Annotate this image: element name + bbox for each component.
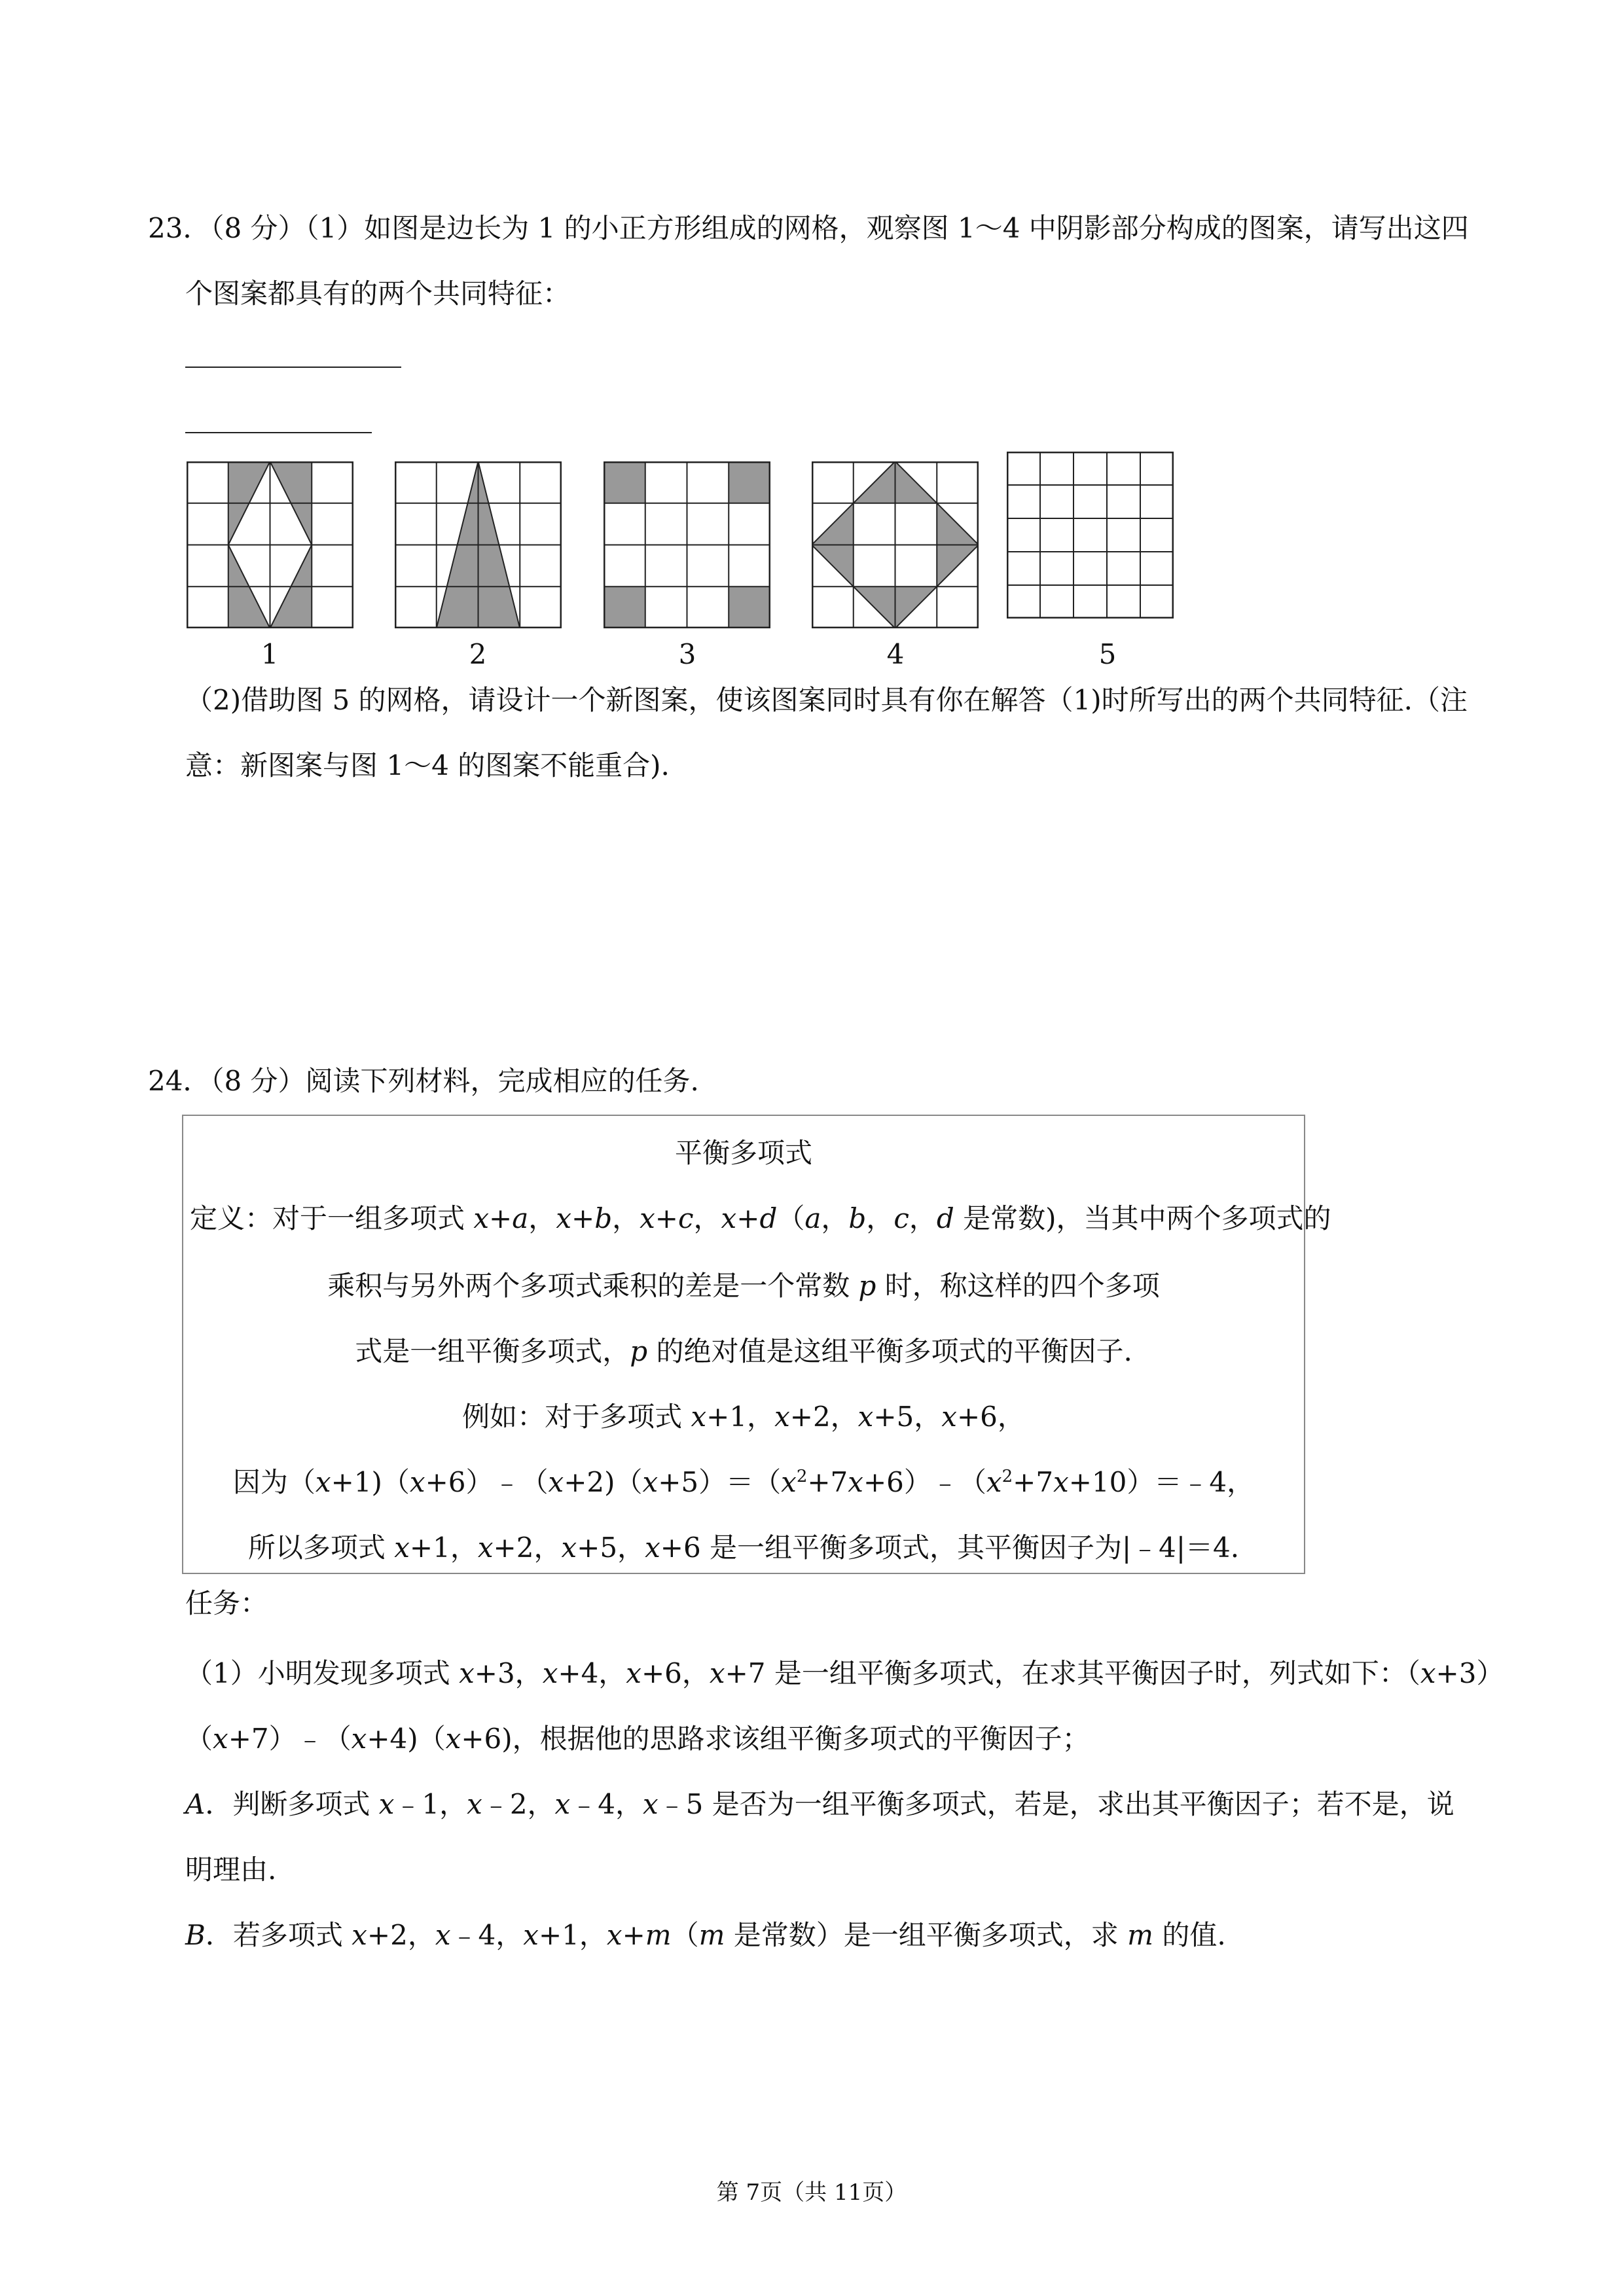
- example-line-3: 所以多项式 x+1，x+2，x+5，x+6 是一组平衡多项式，其平衡因子为|﹣4|＝4.: [247, 1532, 1240, 1564]
- answer-blank-2[interactable]: [185, 432, 372, 433]
- answer-blank-1[interactable]: [185, 367, 401, 368]
- q23-part2-line1: （2)借助图 5 的网格，请设计一个新图案，使该图案同时具有你在解答（1)时所写出的两个共同特征.（注: [185, 684, 1468, 716]
- definition-line-2: 乘积与另外两个多项式乘积的差是一个常数 p 时，称这样的四个多项: [327, 1270, 1160, 1302]
- definition-line-3: 式是一组平衡多项式，p 的绝对值是这组平衡多项式的平衡因子.: [355, 1335, 1132, 1367]
- box-title: 平衡多项式: [674, 1137, 812, 1169]
- figure-1-rhombus: [187, 461, 353, 628]
- taskA-line2: 明理由.: [185, 1854, 277, 1886]
- task1-line1: （1）小明发现多项式 x+3，x+4，x+6，x+7 是一组平衡多项式，在求其平衡因子时，列式如下：（x+3）: [185, 1657, 1504, 1689]
- taskA-line1: A．判断多项式 x﹣1，x﹣2，x﹣4，x﹣5 是否为一组平衡多项式，若是，求出其平衡因子；若不是，说: [185, 1788, 1454, 1820]
- q23-part2-line2: 意：新图案与图 1～4 的图案不能重合).: [185, 749, 670, 781]
- q24-header: 24．（8 分）阅读下列材料，完成相应的任务.: [148, 1065, 699, 1097]
- figure-5-empty-grid[interactable]: [1007, 452, 1174, 619]
- q23-line2: 个图案都具有的两个共同特征：: [185, 278, 571, 310]
- figure-label-2: 2: [469, 638, 487, 670]
- page-footer: 第 7页（共 11页）: [716, 2179, 907, 2206]
- q23-line1: 23．（8 分）（1）如图是边长为 1 的小正方形组成的网格，观察图 1～4 中阴影部分构成的图案，请写出这四: [148, 212, 1469, 244]
- definition-box: [182, 1115, 1331, 1574]
- definition-line-1: 定义：对于一组多项式 x+a，x+b，x+c，x+d（a，b，c，d 是常数)，当其中两个多项式的: [190, 1202, 1331, 1234]
- figure-label-3: 3: [678, 638, 696, 670]
- example-line-1: 例如：对于多项式 x+1，x+2，x+5，x+6，: [462, 1401, 1025, 1433]
- task1-line2: （x+7）﹣（x+4)（x+6)，根据他的思路求该组平衡多项式的平衡因子；: [185, 1723, 1090, 1755]
- figure-label-1: 1: [261, 638, 279, 670]
- task-label: 任务：: [185, 1587, 268, 1619]
- figure-label-4: 4: [886, 638, 905, 670]
- example-line-2: 因为$(x+1)(x+6)﹣(x+2)(x+5)=(x^2+7x+6)﹣(x^2+7x+10)=﹣4$，: [232, 1466, 1255, 1498]
- figure-2-triangle: [395, 461, 562, 628]
- figure-3-corners: [604, 461, 770, 628]
- figure-label-5: 5: [1098, 638, 1117, 670]
- figure-4-diamond: [812, 461, 979, 628]
- taskB-line: B．若多项式 x+2，x﹣4，x+1，x+m（m 是常数）是一组平衡多项式，求 m 的值.: [185, 1919, 1226, 1951]
